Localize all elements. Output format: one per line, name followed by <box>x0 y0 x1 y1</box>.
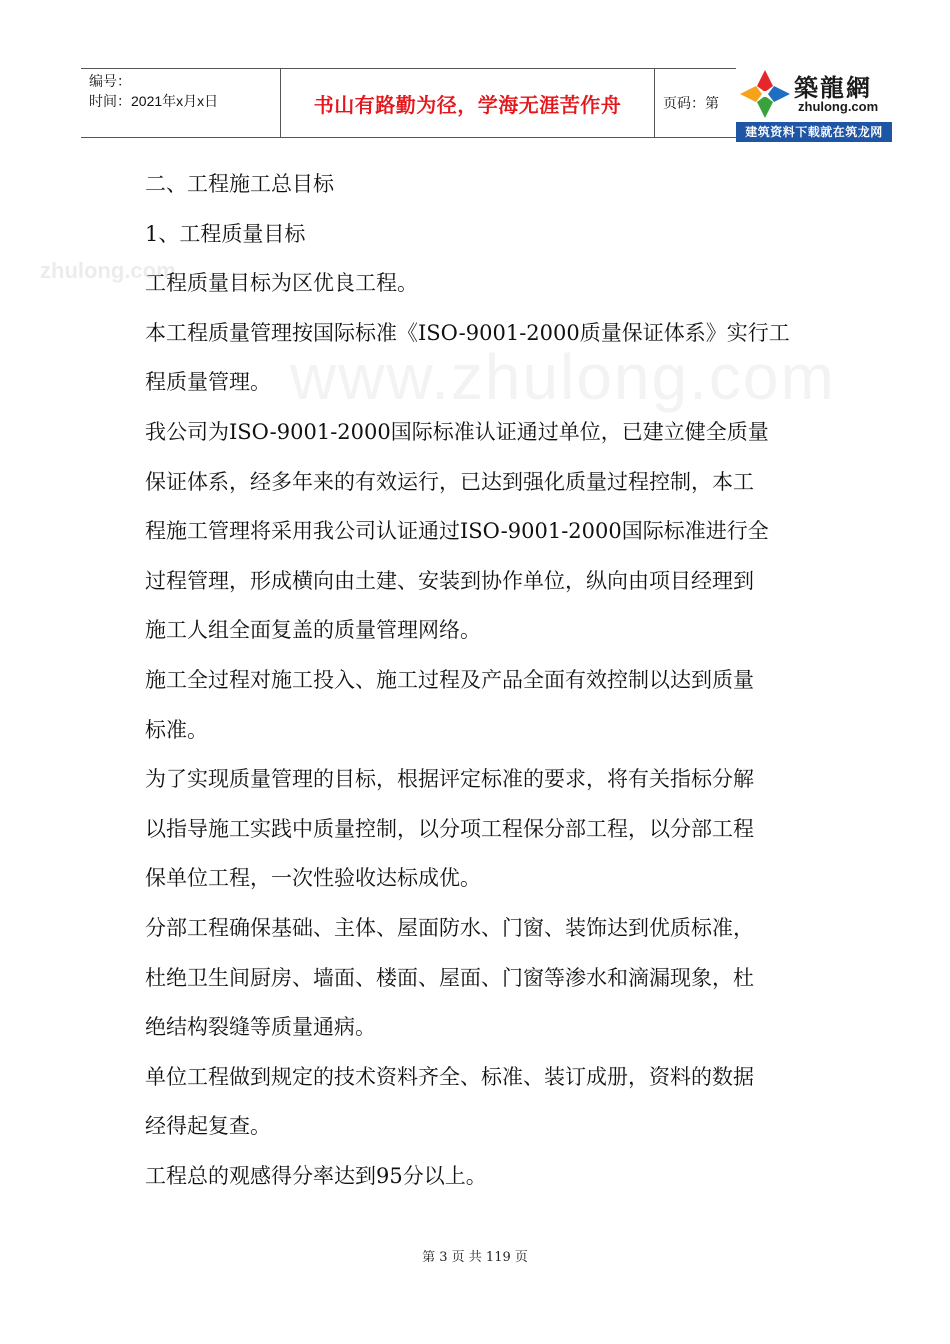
text-line: 标准。 <box>145 717 208 742</box>
text-line: 程质量管理。 <box>145 370 271 395</box>
page-header <box>81 68 736 138</box>
text-line: 绝结构裂缝等质量通病。 <box>145 1015 376 1040</box>
text-line: 我公司为ISO-9001-2000国际标准认证通过单位，已建立健全质量 <box>145 419 769 444</box>
text-line: 施工全过程对施工投入、施工过程及产品全面有效控制以达到质量 <box>145 667 754 692</box>
text-line: 程施工管理将采用我公司认证通过ISO-9001-2000国际标准进行全 <box>145 519 769 544</box>
page-footer: 第 3 页 共 119 页 <box>422 1250 528 1265</box>
watermark-small: zhulong.com <box>40 258 176 283</box>
page-label: 页码：第 <box>663 95 719 111</box>
text-line: 保证体系，经多年来的有效运行，已达到强化质量过程控制，本工 <box>145 469 754 494</box>
text-line: 经得起复查。 <box>145 1114 271 1139</box>
text-line: 二、工程施工总目标 <box>145 172 334 196</box>
text-line: 为了实现质量管理的目标，根据评定标准的要求，将有关指标分解 <box>145 767 754 792</box>
text-line: 1、工程质量目标 <box>145 221 306 246</box>
text-line: 以指导施工实践中质量控制，以分项工程保分部工程，以分部工程 <box>145 816 754 841</box>
pinwheel-logo-icon <box>738 68 792 120</box>
text-line: 过程管理，形成横向由土建、安装到协作单位，纵向由项目经理到 <box>145 568 754 593</box>
header-meta <box>81 69 281 137</box>
text-line: 保单位工程，一次性验收达标成优。 <box>145 866 481 891</box>
text-line: 单位工程做到规定的技术资料齐全、标准、装订成册，资料的数据 <box>145 1064 754 1089</box>
logo-tagline: 建筑资料下载就在筑龙网 <box>736 122 892 142</box>
text-line: 施工人组全面复盖的质量管理网络。 <box>145 618 481 643</box>
text-line: 工程总的观感得分率达到95分以上。 <box>145 1163 487 1188</box>
logo-chinese-name: 築龍網 <box>794 73 872 102</box>
text-line: 本工程质量管理按国际标准《ISO-9001-2000质量保证体系》实行工 <box>145 320 790 345</box>
text-line: 工程质量目标为区优良工程。 <box>145 271 418 296</box>
text-line: 分部工程确保基础、主体、屋面防水、门窗、装饰达到优质标准， <box>145 915 754 940</box>
zhulong-logo <box>736 66 892 142</box>
text-line: 杜绝卫生间厨房、墙面、楼面、屋面、门窗等渗水和滴漏现象，杜 <box>145 965 754 990</box>
watermark-large: www.zhulong.com <box>290 341 836 413</box>
logo-english-name: zhulong.com <box>798 99 879 114</box>
time-label: 时间：2021年x月x日 <box>89 93 219 109</box>
number-label: 编号： <box>89 73 131 89</box>
document-body <box>145 160 810 1201</box>
header-motto: 书山有路勤为径，学海无涯苦作舟 <box>281 69 655 137</box>
